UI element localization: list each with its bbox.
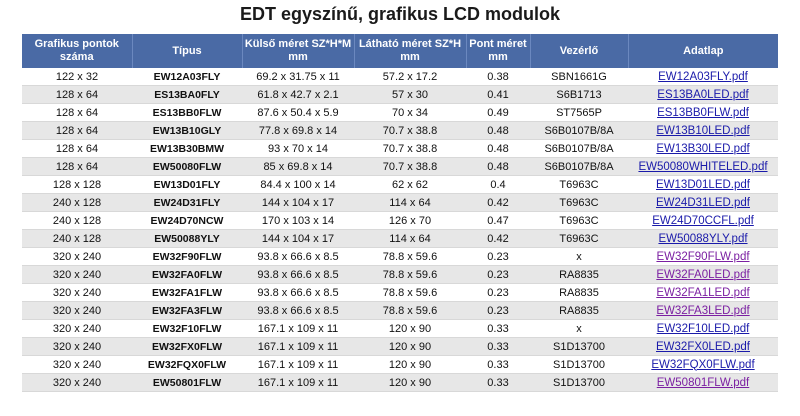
datasheet-link[interactable]: EW12A03FLY.pdf (658, 70, 748, 83)
cell-points: 128 x 64 (22, 122, 132, 140)
header-points: Grafikus pontok száma (22, 34, 132, 68)
cell-datasheet (628, 302, 778, 320)
header-controller: Vezérlő (530, 34, 628, 68)
cell-points: 320 x 240 (22, 302, 132, 320)
cell-outer-size: 87.6 x 50.4 x 5.9 (242, 104, 354, 122)
table-row (22, 320, 778, 338)
cell-datasheet (628, 230, 778, 248)
cell-outer-size: 93.8 x 66.6 x 8.5 (242, 248, 354, 266)
cell-points: 240 x 128 (22, 212, 132, 230)
cell-points: 320 x 240 (22, 248, 132, 266)
datasheet-link[interactable]: EW50080WHITELED.pdf (638, 160, 768, 173)
table-row (22, 284, 778, 302)
cell-dot-size: 0.4 (466, 176, 530, 194)
table-row (22, 86, 778, 104)
datasheet-link[interactable]: EW50088YLY.pdf (658, 232, 748, 245)
cell-outer-size: 85 x 69.8 x 14 (242, 158, 354, 176)
header-type: Típus (132, 34, 242, 68)
cell-datasheet (628, 194, 778, 212)
cell-datasheet (628, 374, 778, 392)
cell-dot-size: 0.23 (466, 248, 530, 266)
cell-outer-size: 144 x 104 x 17 (242, 194, 354, 212)
cell-controller: T6963C (530, 212, 628, 230)
cell-outer-size: 93.8 x 66.6 x 8.5 (242, 284, 354, 302)
cell-type: EW32FA0FLW (132, 266, 242, 284)
cell-dot-size: 0.48 (466, 122, 530, 140)
cell-visible-size: 78.8 x 59.6 (354, 284, 466, 302)
datasheet-link[interactable]: EW32FA3LED.pdf (656, 304, 750, 317)
header-visible-size: Látható méret SZ*H mm (354, 34, 466, 68)
cell-controller: RA8835 (530, 266, 628, 284)
cell-visible-size: 70.7 x 38.8 (354, 140, 466, 158)
table-row (22, 248, 778, 266)
cell-outer-size: 144 x 104 x 17 (242, 230, 354, 248)
cell-controller: SBN1661G (530, 68, 628, 86)
cell-visible-size: 57 x 30 (354, 86, 466, 104)
cell-dot-size: 0.33 (466, 320, 530, 338)
datasheet-link[interactable]: EW13B10LED.pdf (656, 124, 750, 137)
cell-dot-size: 0.49 (466, 104, 530, 122)
table-row (22, 122, 778, 140)
table-row (22, 194, 778, 212)
cell-visible-size: 120 x 90 (354, 338, 466, 356)
cell-dot-size: 0.33 (466, 338, 530, 356)
table-row (22, 176, 778, 194)
cell-outer-size: 167.1 x 109 x 11 (242, 320, 354, 338)
cell-type: EW13B30BMW (132, 140, 242, 158)
header-dot-size: Pont méret mm (466, 34, 530, 68)
cell-datasheet (628, 140, 778, 158)
cell-type: EW32FX0FLW (132, 338, 242, 356)
datasheet-link[interactable]: EW32F90FLW.pdf (656, 250, 750, 263)
cell-datasheet (628, 158, 778, 176)
cell-controller: RA8835 (530, 302, 628, 320)
datasheet-link[interactable]: ES13BB0FLW.pdf (657, 106, 749, 119)
cell-datasheet (628, 122, 778, 140)
datasheet-link[interactable]: EW24D70CCFL.pdf (652, 214, 754, 227)
cell-dot-size: 0.23 (466, 284, 530, 302)
datasheet-link[interactable]: EW32FX0LED.pdf (656, 340, 750, 353)
table-row (22, 338, 778, 356)
page-title: EDT egyszínű, grafikus LCD modulok (239, 4, 561, 24)
cell-points: 128 x 64 (22, 140, 132, 158)
cell-dot-size: 0.48 (466, 158, 530, 176)
cell-visible-size: 126 x 70 (354, 212, 466, 230)
cell-visible-size: 62 x 62 (354, 176, 466, 194)
datasheet-link[interactable]: EW32FA0LED.pdf (656, 268, 750, 281)
cell-type: ES13BA0FLY (132, 86, 242, 104)
cell-datasheet (628, 86, 778, 104)
cell-points: 320 x 240 (22, 356, 132, 374)
datasheet-link[interactable]: EW32FQX0FLW.pdf (651, 358, 755, 371)
cell-type: EW32FA3FLW (132, 302, 242, 320)
cell-datasheet (628, 266, 778, 284)
cell-type: EW13D01FLY (132, 176, 242, 194)
cell-visible-size: 70 x 34 (354, 104, 466, 122)
cell-controller: x (530, 248, 628, 266)
table-row (22, 68, 778, 86)
cell-points: 122 x 32 (22, 68, 132, 86)
table-row (22, 140, 778, 158)
datasheet-link[interactable]: EW24D31LED.pdf (656, 196, 750, 209)
cell-points: 320 x 240 (22, 284, 132, 302)
lcd-module-table (22, 34, 778, 392)
cell-outer-size: 77.8 x 69.8 x 14 (242, 122, 354, 140)
header-datasheet: Adatlap (628, 34, 778, 68)
table-row (22, 212, 778, 230)
cell-dot-size: 0.23 (466, 266, 530, 284)
cell-dot-size: 0.42 (466, 194, 530, 212)
cell-datasheet (628, 320, 778, 338)
cell-datasheet (628, 104, 778, 122)
cell-outer-size: 69.2 x 31.75 x 11 (242, 68, 354, 86)
cell-visible-size: 70.7 x 38.8 (354, 158, 466, 176)
cell-visible-size: 120 x 90 (354, 374, 466, 392)
cell-points: 128 x 64 (22, 158, 132, 176)
cell-outer-size: 167.1 x 109 x 11 (242, 356, 354, 374)
cell-points: 128 x 128 (22, 176, 132, 194)
cell-points: 128 x 64 (22, 104, 132, 122)
cell-type: EW32F10FLW (132, 320, 242, 338)
datasheet-link[interactable]: ES13BA0LED.pdf (657, 88, 749, 101)
cell-outer-size: 167.1 x 109 x 11 (242, 338, 354, 356)
cell-points: 320 x 240 (22, 338, 132, 356)
cell-controller: S6B0107B/8A (530, 122, 628, 140)
cell-controller: S6B0107B/8A (530, 140, 628, 158)
cell-type: EW32F90FLW (132, 248, 242, 266)
cell-controller: x (530, 320, 628, 338)
cell-dot-size: 0.42 (466, 230, 530, 248)
cell-visible-size: 120 x 90 (354, 356, 466, 374)
table-row (22, 230, 778, 248)
cell-datasheet (628, 68, 778, 86)
table-row (22, 266, 778, 284)
cell-controller: T6963C (530, 230, 628, 248)
cell-datasheet (628, 284, 778, 302)
datasheet-link[interactable]: EW13B30LED.pdf (656, 142, 750, 155)
table-row (22, 158, 778, 176)
cell-dot-size: 0.33 (466, 356, 530, 374)
datasheet-link[interactable]: EW13D01LED.pdf (656, 178, 750, 191)
cell-visible-size: 57.2 x 17.2 (354, 68, 466, 86)
cell-points: 240 x 128 (22, 194, 132, 212)
cell-type: EW32FQX0FLW (132, 356, 242, 374)
cell-points: 128 x 64 (22, 86, 132, 104)
cell-dot-size: 0.47 (466, 212, 530, 230)
cell-type: EW13B10GLY (132, 122, 242, 140)
table-row (22, 356, 778, 374)
cell-controller: ST7565P (530, 104, 628, 122)
header-outer-size: Külső méret SZ*H*M mm (242, 34, 354, 68)
cell-outer-size: 93.8 x 66.6 x 8.5 (242, 266, 354, 284)
cell-outer-size: 170 x 103 x 14 (242, 212, 354, 230)
cell-visible-size: 114 x 64 (354, 194, 466, 212)
cell-dot-size: 0.41 (466, 86, 530, 104)
cell-controller: S1D13700 (530, 338, 628, 356)
cell-outer-size: 84.4 x 100 x 14 (242, 176, 354, 194)
cell-visible-size: 78.8 x 59.6 (354, 248, 466, 266)
table-row (22, 302, 778, 320)
cell-visible-size: 114 x 64 (354, 230, 466, 248)
cell-datasheet (628, 176, 778, 194)
cell-outer-size: 61.8 x 42.7 x 2.1 (242, 86, 354, 104)
cell-type: ES13BB0FLW (132, 104, 242, 122)
cell-datasheet (628, 248, 778, 266)
cell-controller: S1D13700 (530, 374, 628, 392)
cell-controller: S6B0107B/8A (530, 158, 628, 176)
cell-datasheet (628, 356, 778, 374)
cell-visible-size: 120 x 90 (354, 320, 466, 338)
cell-outer-size: 167.1 x 109 x 11 (242, 374, 354, 392)
cell-visible-size: 70.7 x 38.8 (354, 122, 466, 140)
table-row (22, 104, 778, 122)
cell-type: EW12A03FLY (132, 68, 242, 86)
cell-points: 320 x 240 (22, 266, 132, 284)
cell-outer-size: 93 x 70 x 14 (242, 140, 354, 158)
cell-type: EW50088YLY (132, 230, 242, 248)
cell-points: 240 x 128 (22, 230, 132, 248)
datasheet-link[interactable]: EW32F10LED.pdf (656, 322, 750, 335)
cell-visible-size: 78.8 x 59.6 (354, 302, 466, 320)
cell-type: EW50080FLW (132, 158, 242, 176)
cell-type: EW32FA1FLW (132, 284, 242, 302)
cell-datasheet (628, 338, 778, 356)
cell-outer-size: 93.8 x 66.6 x 8.5 (242, 302, 354, 320)
cell-controller: S6B1713 (530, 86, 628, 104)
cell-dot-size: 0.23 (466, 302, 530, 320)
cell-type: EW50801FLW (132, 374, 242, 392)
datasheet-link[interactable]: EW32FA1LED.pdf (656, 286, 750, 299)
cell-controller: T6963C (530, 194, 628, 212)
cell-datasheet (628, 212, 778, 230)
cell-dot-size: 0.48 (466, 140, 530, 158)
table-row (22, 374, 778, 392)
cell-controller: RA8835 (530, 284, 628, 302)
table-header-row (22, 34, 778, 68)
cell-points: 320 x 240 (22, 320, 132, 338)
cell-dot-size: 0.33 (466, 374, 530, 392)
cell-points: 320 x 240 (22, 374, 132, 392)
cell-controller: T6963C (530, 176, 628, 194)
cell-type: EW24D31FLY (132, 194, 242, 212)
datasheet-link[interactable]: EW50801FLW.pdf (656, 376, 750, 389)
cell-visible-size: 78.8 x 59.6 (354, 266, 466, 284)
cell-controller: S1D13700 (530, 356, 628, 374)
cell-dot-size: 0.38 (466, 68, 530, 86)
cell-type: EW24D70NCW (132, 212, 242, 230)
